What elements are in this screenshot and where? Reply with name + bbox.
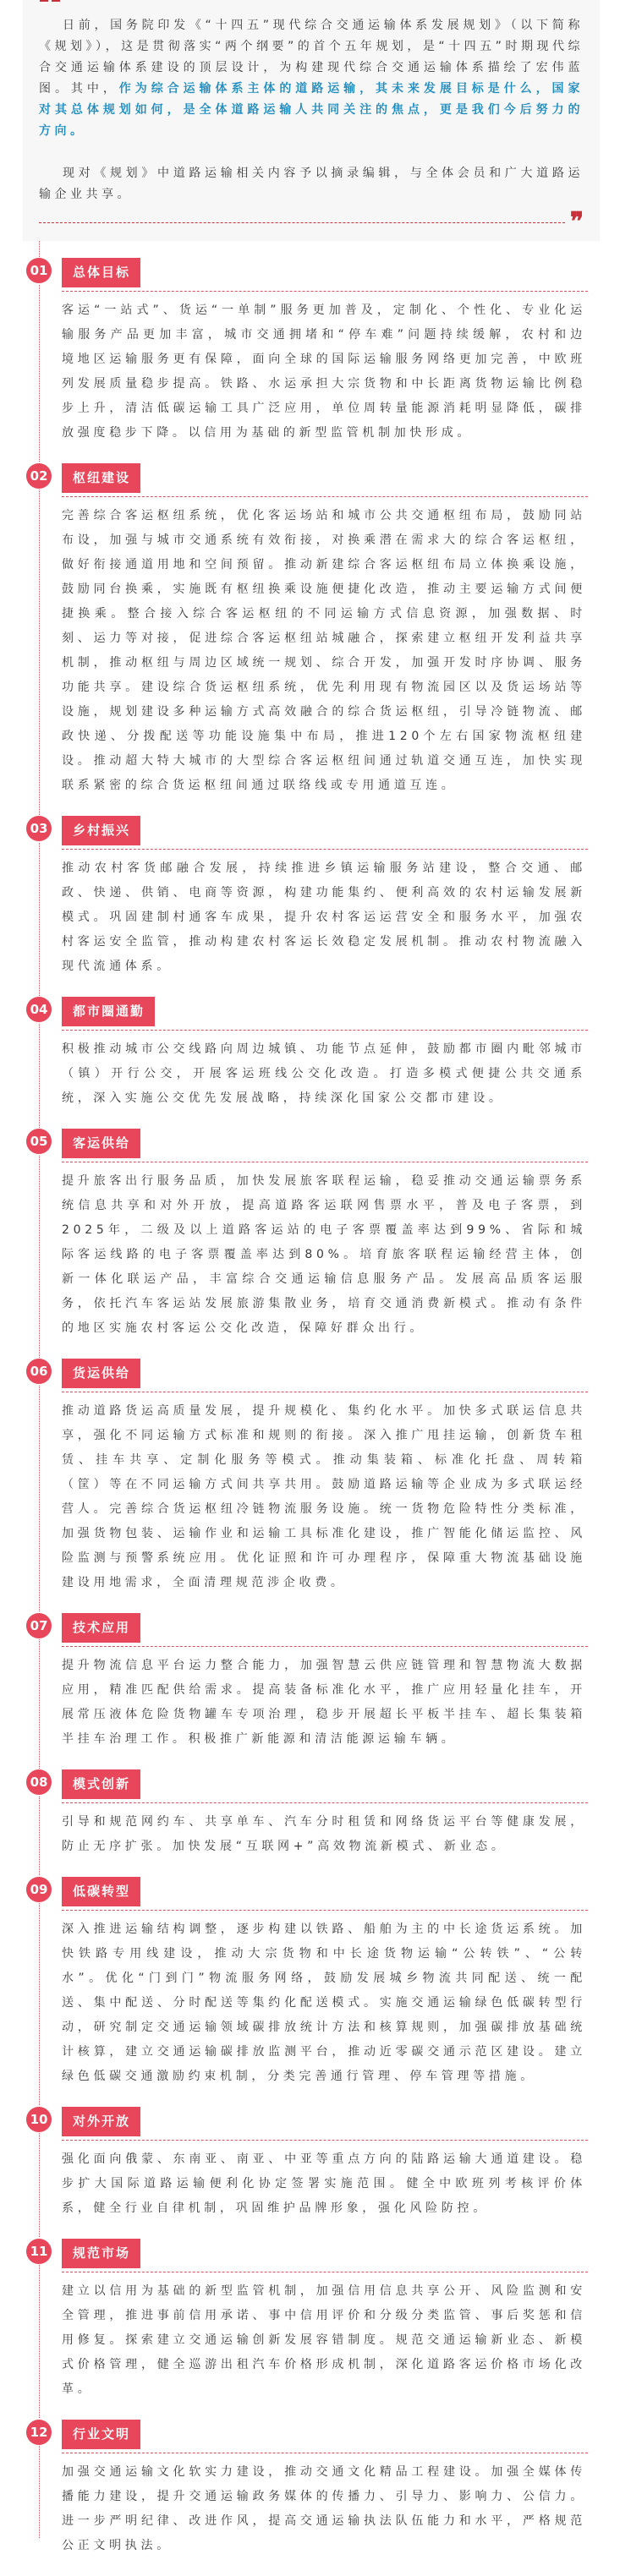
- open-quote-icon: [40, 0, 62, 2]
- section-number-badge: 09: [26, 1877, 52, 1902]
- dashed-divider: [62, 1802, 588, 1803]
- intro-text: 日前，国务院印发《“十四五”现代综合交通运输体系发展规划》（以下简称《规划》），这是贯彻落实“两个纲要”的首个五年规划，是“十四五”时期现代综合交通运输体系建设的顶层设计，为构建现代综合交通运输体系描绘了宏伟蓝图。其中，: [39, 19, 584, 96]
- section-body: 推动道路货运高质量发展，提升规模化、集约化水平。加快多式联运信息共享，强化不同运输方式标准和规则的衔接。深入推广甩挂运输，创新货车租赁、挂车共享、定制化服务等模式。推动集装箱、标准化托盘、周转箱（筐）等在不同运输方式间共享共用。鼓励道路运输等企业成为多式联运经营人。完善综合货运枢纽冷链物流服务设施。统一货物危险特性分类标准，加强货物包装、运输作业和运输工具标准化建设，推广智能化储运监控、风险监测与预警系统应用。优化证照和许可办理程序，保障重大物流基础设施建设用地需求，全面清理规范涉企收费。: [62, 1404, 586, 1589]
- section-07: [30, 1613, 588, 1752]
- section-title: 对外开放: [62, 2107, 140, 2136]
- section-number-badge: 10: [26, 2107, 52, 2132]
- section-title: 乡村振兴: [62, 816, 140, 845]
- section-body: 积极推动城市公交线路向周边城镇、功能节点延伸，鼓励都市圈内毗邻城市（镇）开行公交，开展客运班线公交化改造。打造多模式便捷公共交通系统，深入实施公交优先发展战略，持续深化国家公交都市建设。: [62, 1042, 586, 1105]
- section-body: 引导和规范网约车、共享单车、汽车分时租赁和网络货运平台等健康发展，防止无序扩张。加快发展“互联网+”高效物流新模式、新业态。: [62, 1815, 586, 1853]
- section-title: 客运供给: [62, 1129, 140, 1158]
- section-number-badge: 11: [26, 2239, 52, 2264]
- section-05: [30, 1129, 588, 1341]
- close-quote-icon: ❞: [569, 207, 584, 237]
- section-11: [30, 2239, 588, 2402]
- section-title: 枢纽建设: [62, 463, 140, 493]
- dashed-divider: [62, 1030, 588, 1031]
- section-title: 模式创新: [62, 1769, 140, 1799]
- dashed-divider: [62, 2140, 588, 2141]
- section-body: 建立以信用为基础的新型监管机制，加强信用信息共享公开、风险监测和安全管理，推进事前信用承诺、事中信用评价和分级分类监管、事后奖惩和信用修复。探索建立交通运输创新发展容错制度。规范交通运输新业态、新模式价格管理，健全巡游出租汽车价格形成机制，深化道路客运价格市场化改革。: [62, 2284, 586, 2396]
- section-title: 货运供给: [62, 1359, 140, 1388]
- section-12: [30, 2420, 588, 2558]
- section-08: [30, 1769, 588, 1859]
- section-title: 都市圈通勤: [62, 997, 155, 1026]
- section-06: [30, 1359, 588, 1595]
- section-body: 强化面向俄蒙、东南亚、南亚、中亚等重点方向的陆路运输大通道建设。稳步扩大国际道路运输便利化协定签署实施范围。健全中欧班列考核评价体系，健全行业自律机制，巩固维护品牌形象，强化风险防控。: [62, 2152, 586, 2215]
- section-number-badge: 12: [26, 2420, 52, 2445]
- intro-paragraph-2: 现对《规划》中道路运输相关内容予以摘录编辑，与全体会员和广大道路运输企业共享。: [39, 167, 584, 201]
- section-title: 低碳转型: [62, 1877, 140, 1906]
- dashed-divider: [39, 222, 565, 223]
- dashed-divider: [62, 1910, 588, 1911]
- section-number-badge: 03: [26, 816, 52, 841]
- section-body: 完善综合客运枢纽系统，优化客运场站和城市公共交通枢纽布局，鼓励同站布设，加强与城市交通系统有效衔接，对换乘潜在需求大的综合客运枢纽，做好衔接通道用地和空间预留。推动新建综合客运枢纽布局立体换乘设施，鼓励同台换乘，实施既有枢纽换乘设施便捷化改造，推动主要运输方式间便捷换乘。整合接入综合客运枢纽的不同运输方式信息资源，加强数据、时刻、运力等对接，促进综合客运枢纽站城融合，探索建立枢纽开发利益共享机制，推动枢纽与周边区域统一规划、综合开发，加强开发时序协调、服务功能共享。建设综合货运枢纽系统，优先利用现有物流园区以及货运场站等设施，规划建设多种运输方式高效融合的综合货运枢纽，引导冷链物流、邮政快递、分拨配送等功能设施集中布局，推进120个左右国家物流枢纽建设。推动超大特大城市的大型综合客运枢纽间通过轨道交通互连，加快实现联系紧密的综合货运枢纽间通过联络线或专用通道互连。: [62, 509, 586, 792]
- section-number-badge: 02: [26, 463, 52, 489]
- intro-box: [23, 0, 600, 241]
- section-number-badge: 05: [26, 1129, 52, 1154]
- intro-paragraph: [39, 15, 584, 142]
- section-body: 提升物流信息平台运力整合能力，加强智慧云供应链管理和智慧物流大数据应用，精准匹配供给需求。提高装备标准化水平，推广应用轻量化挂车，开展常压液体危险货物罐车专项治理，稳步开展超长平板半挂车、超长集装箱半挂车治理工作。积极推广新能源和清洁能源运输车辆。: [62, 1659, 586, 1746]
- intro-divider: [39, 207, 584, 237]
- timeline-line: [39, 241, 40, 2538]
- section-number-badge: 01: [26, 258, 52, 283]
- dashed-divider: [62, 291, 588, 292]
- section-title: 技术应用: [62, 1613, 140, 1643]
- dashed-divider: [62, 1646, 588, 1647]
- section-01: [30, 258, 588, 446]
- section-body: 提升旅客出行服务品质，加快发展旅客联程运输，稳妥推动交通运输票务系统信息共享和对外开放，提高道路客运联网售票水平，普及电子客票，到2025年，二级及以上道路客运站的电子客票覆盖率达到99%、省际和城际客运线路的电子客票覆盖率达到80%。培育旅客联程运输经营主体，创新一体化联运产品，丰富综合交通运输信息服务产品。发展高品质客运服务，依托汽车客运站发展旅游集散业务，培育交通消费新模式。推动有条件的地区实施农村客运公交化改造，保障好群众出行。: [62, 1174, 586, 1335]
- section-04: [30, 997, 588, 1111]
- dashed-divider: [62, 496, 588, 497]
- section-10: [30, 2107, 588, 2221]
- section-number-badge: 07: [26, 1613, 52, 1638]
- section-number-badge: 08: [26, 1769, 52, 1795]
- section-body: 加强交通运输文化软实力建设，推动交通文化精品工程建设。加强全媒体传播能力建设，提升交通运输政务媒体的传播力、引导力、影响力、公信力。进一步严明纪律、改进作风，提高交通运输执法队伍能力和水平，严格规范公正文明执法。: [62, 2465, 586, 2552]
- section-title: 总体目标: [62, 258, 140, 287]
- section-body: 客运“一站式”、货运“一单制”服务更加普及，定制化、个性化、专业化运输服务产品更加丰富，城市交通拥堵和“停车难”问题持续缓解，农村和边境地区运输服务更有保障，面向全球的国际运输服务网络更加完善，中欧班列发展质量稳步提高。铁路、水运承担大宗货物和中长距离货物运输比例稳步上升，清洁低碳运输工具广泛应用，单位周转量能源消耗明显降低，碳排放强度稳步下降。以信用为基础的新型监管机制加快形成。: [62, 304, 586, 440]
- section-number-badge: 06: [26, 1359, 52, 1384]
- section-03: [30, 816, 588, 979]
- intro-highlight: 作为综合运输体系主体的道路运输，其未来发展目标是什么，国家对其总体规划如何，是全体道路运输人共同关注的焦点，更是我们今后努力的方向。: [39, 82, 584, 138]
- section-number-badge: 04: [26, 997, 52, 1022]
- section-title: 行业文明: [62, 2420, 140, 2449]
- dashed-divider: [62, 849, 588, 850]
- section-body: 推动农村客货邮融合发展，持续推进乡镇运输服务站建设，整合交通、邮政、快递、供销、电商等资源，构建功能集约、便利高效的农村运输发展新模式。巩固建制村通客车成果，提升农村客运运营安全和服务水平，加强农村客运安全监管，推动构建农村客运长效稳定发展机制。推动农村物流融入现代流通体系。: [62, 861, 586, 973]
- section-list: [0, 241, 620, 2558]
- section-title: 规范市场: [62, 2239, 140, 2268]
- section-body: 深入推进运输结构调整，逐步构建以铁路、船舶为主的中长途货运系统。加快铁路专用线建设，推动大宗货物和中长途货物运输“公转铁”、“公转水”。优化“门到门”物流服务网络，鼓励发展城乡物流共同配送、统一配送、集中配送、分时配送等集约化配送模式。实施交通运输绿色低碳转型行动，研究制定交通运输领域碳排放统计方法和核算规则，加强碳排放基础统计核算，建立交通运输碳排放监测平台，推动近零碳交通示范区建设。建立绿色低碳交通激励约束机制，分类完善通行管理、停车管理等措施。: [62, 1922, 586, 2083]
- section-09: [30, 1877, 588, 2089]
- section-02: [30, 463, 588, 798]
